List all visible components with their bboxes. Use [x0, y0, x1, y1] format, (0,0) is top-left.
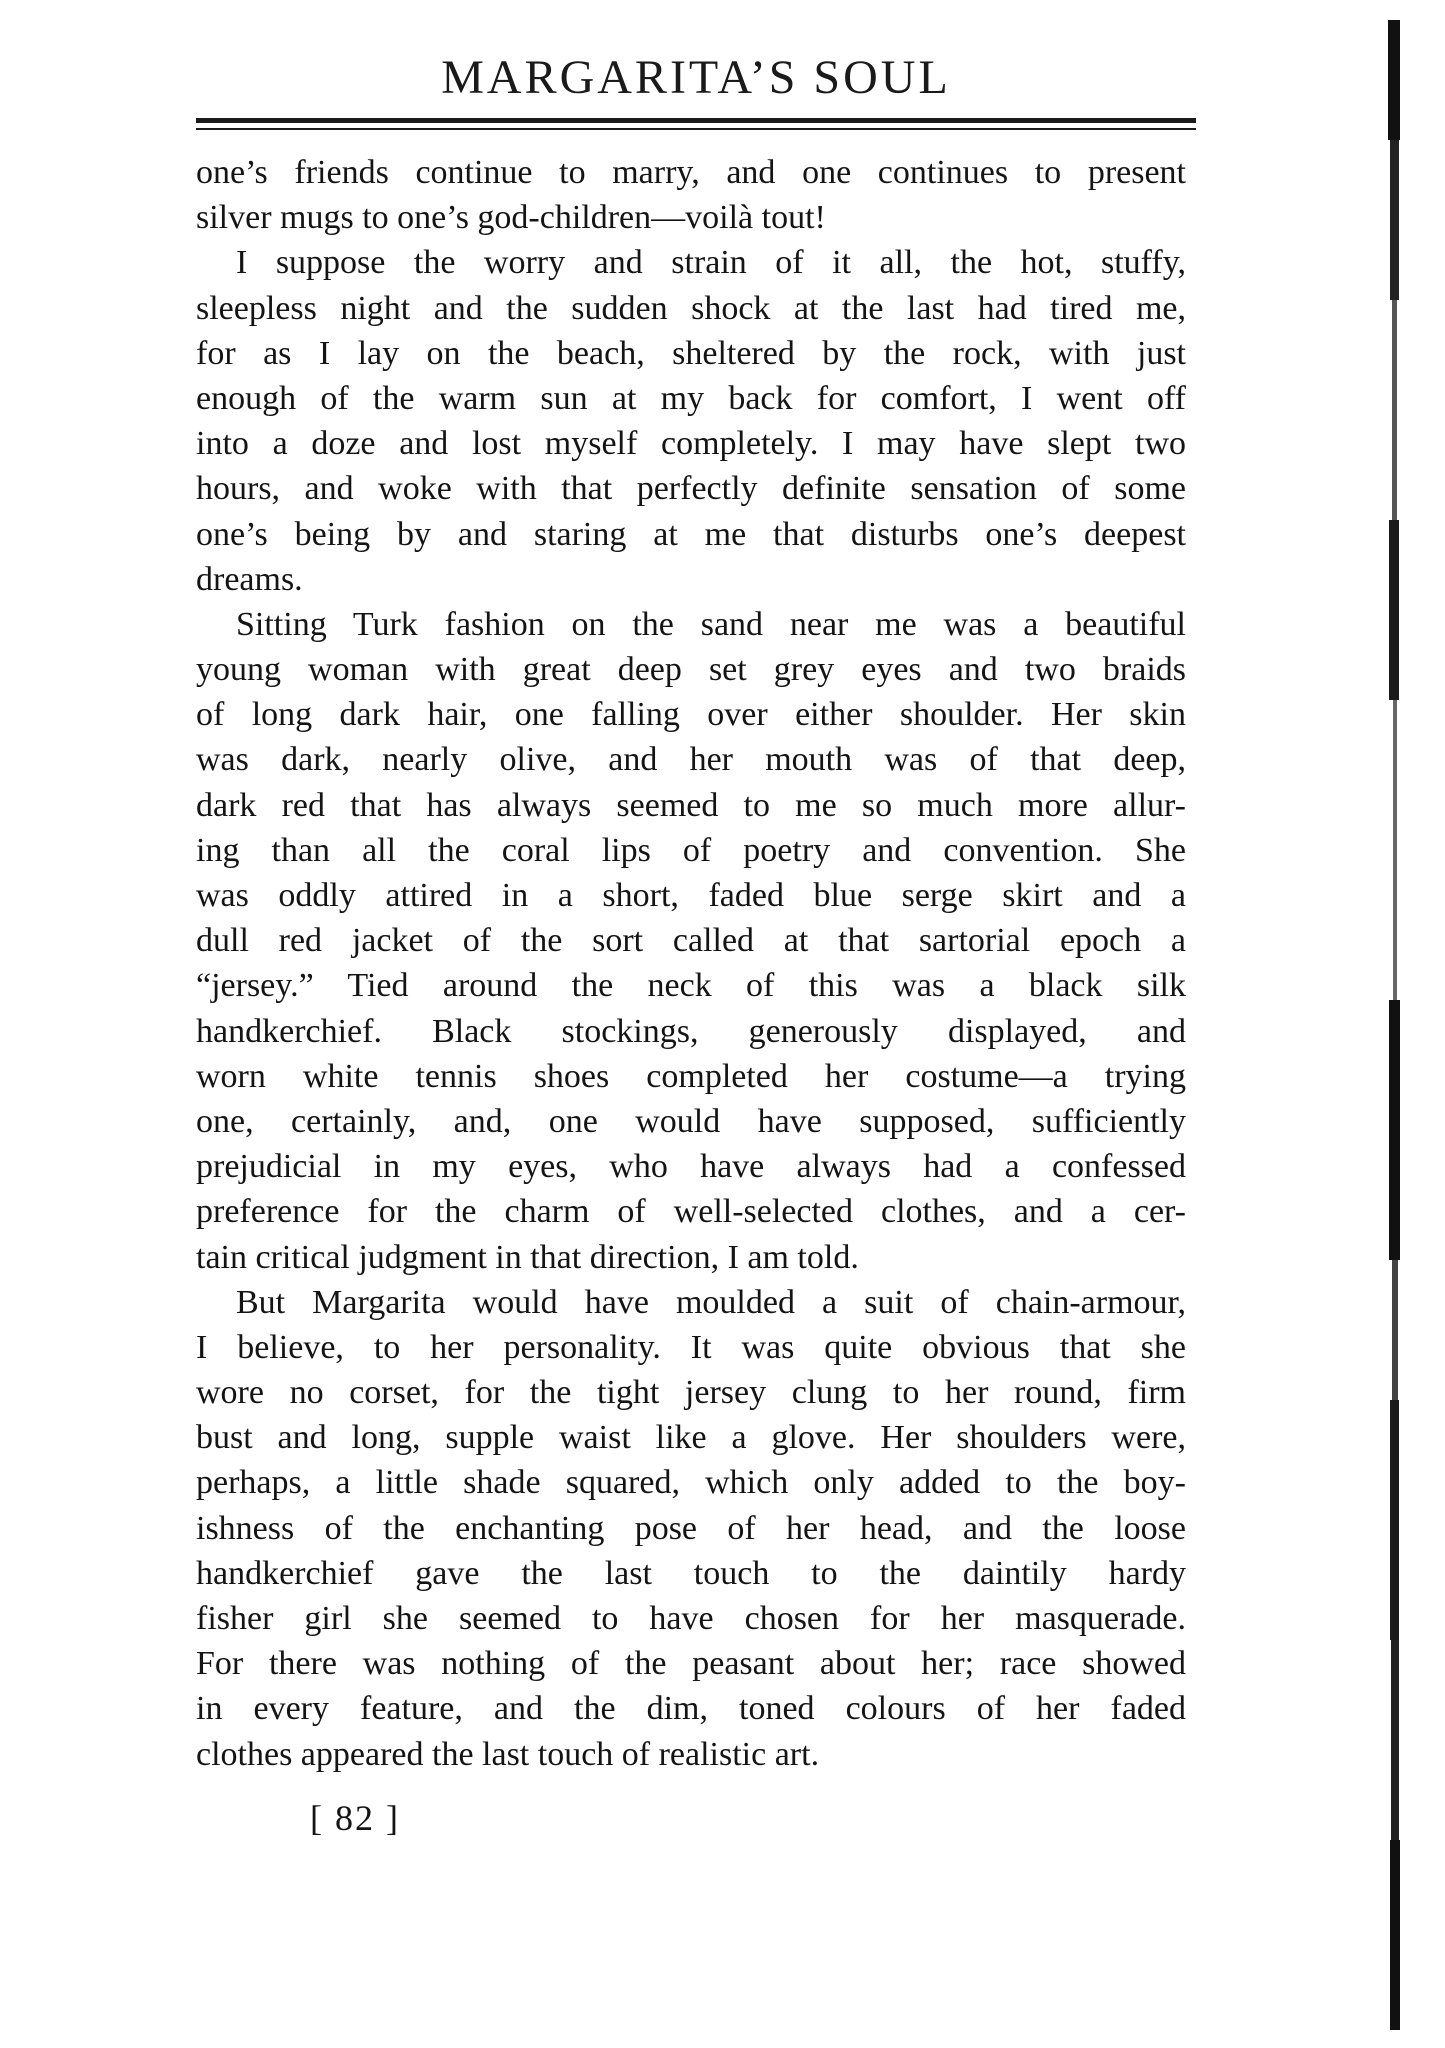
text-line: I believe, to her personality. It was quite obvious that she [196, 1328, 1186, 1366]
text-line: ishness of the enchanting pose of her head, and the loose [196, 1509, 1186, 1547]
text-line: young woman with great deep set grey eyes and two braids [196, 651, 1186, 689]
text-line: silver mugs to one’s god-children—voilà tout! [196, 199, 826, 237]
text-line: dull red jacket of the sort called at that sartorial epoch a [196, 922, 1186, 960]
text-line: handkerchief. Black stockings, generously displayed, and [196, 1012, 1186, 1050]
page-number: [ 82 ] [310, 1798, 400, 1838]
text-line: hours, and woke with that perfectly definite sensation of some [196, 470, 1186, 508]
scan-gutter-shadow [1386, 20, 1408, 2030]
text-line: for as I lay on the beach, sheltered by the rock, with just [196, 334, 1186, 372]
header-rule-thin [196, 128, 1196, 130]
text-line: But Margarita would have moulded a suit of chain-armour, [236, 1283, 1186, 1321]
text-line: enough of the warm sun at my back for comfort, I went off [196, 379, 1186, 417]
text-line: one’s friends continue to marry, and one continues to present [196, 154, 1186, 191]
text-line: of long dark hair, one falling over either shoulder. Her skin [196, 696, 1186, 734]
text-line: was dark, nearly olive, and her mouth was of that deep, [196, 741, 1186, 779]
text-line: one, certainly, and, one would have supposed, sufficiently [196, 1102, 1186, 1140]
text-line: preference for the charm of well-selected clothes, and a cer- [196, 1193, 1186, 1231]
text-line: was oddly attired in a short, faded blue serge skirt and a [196, 877, 1186, 914]
gutter-shadow-graphic [1386, 20, 1408, 2030]
text-line: tain critical judgment in that direction, I am told. [196, 1238, 859, 1276]
text-line: “jersey.” Tied around the neck of this was a black silk [196, 967, 1186, 1005]
text-line: ing than all the coral lips of poetry and convention. She [196, 831, 1186, 869]
text-line: dreams. [196, 560, 303, 598]
text-line: sleepless night and the sudden shock at the last had tired me, [196, 289, 1186, 327]
text-line: Sitting Turk fashion on the sand near me was a beautiful [236, 605, 1186, 643]
text-line: For there was nothing of the peasant about her; race showed [196, 1645, 1186, 1683]
text-line: clothes appeared the last touch of realistic art. [196, 1735, 820, 1773]
text-line: dark red that has always seemed to me so much more allur- [196, 786, 1186, 824]
body-text [196, 150, 1186, 1777]
text-line: prejudicial in my eyes, who have always had a confessed [196, 1148, 1186, 1186]
text-line: wore no corset, for the tight jersey clung to her round, firm [196, 1374, 1186, 1412]
text-line: in every feature, and the dim, toned colours of her faded [196, 1690, 1186, 1728]
text-line: bust and long, supple waist like a glove. Her shoulders were, [196, 1419, 1186, 1457]
text-line: handkerchief gave the last touch to the daintily hardy [196, 1554, 1186, 1592]
text-line: worn white tennis shoes completed her costume—a trying [196, 1057, 1186, 1095]
text-line: perhaps, a little shade squared, which only added to the boy- [196, 1464, 1186, 1502]
header-rule-thick [196, 118, 1196, 123]
text-line: into a doze and lost myself completely. I may have slept two [196, 425, 1186, 463]
text-line: I suppose the worry and strain of it all, the hot, stuffy, [236, 244, 1186, 282]
running-head-title: MARGARITA’S SOUL [441, 51, 951, 104]
text-line: fisher girl she seemed to have chosen for her masquerade. [196, 1600, 1186, 1637]
text-line: one’s being by and staring at me that disturbs one’s deepest [196, 515, 1186, 553]
